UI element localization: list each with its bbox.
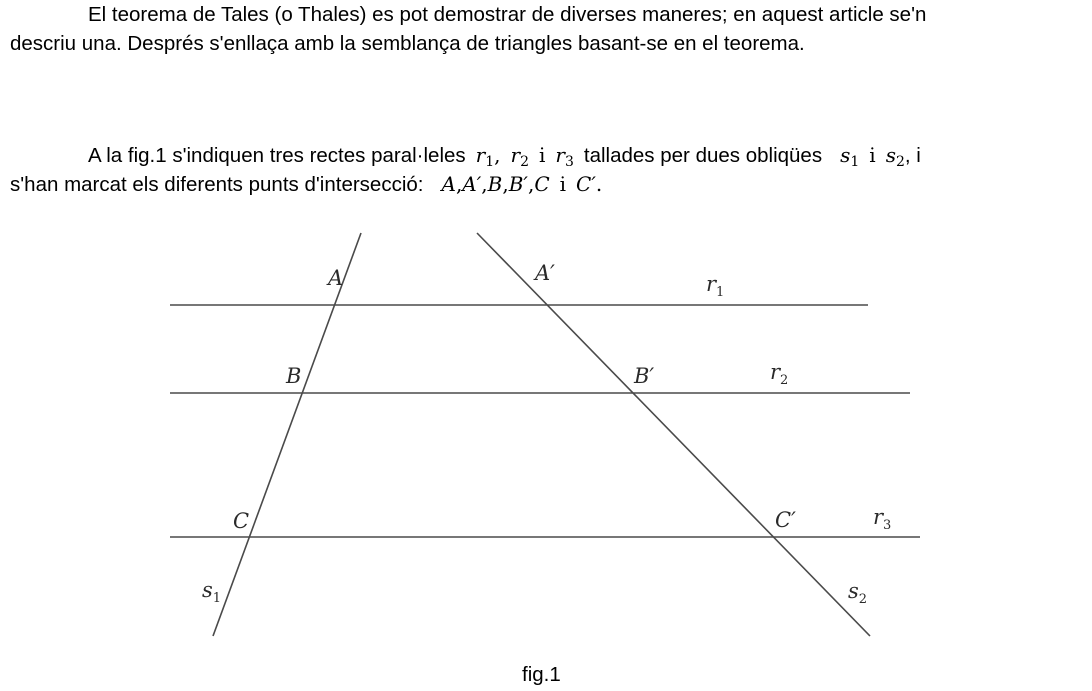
desc-line-1-mid: tallades per dues obliqües: [583, 144, 823, 167]
line-s2: [477, 233, 870, 636]
math-point-C-prime: C′: [576, 172, 596, 196]
math-point-C: C: [534, 172, 550, 196]
math-conj-i-2: i: [869, 143, 876, 167]
math-point-A: A: [441, 172, 456, 196]
math-conj-i-1: i: [539, 143, 546, 167]
label-B-prime: B′: [634, 364, 655, 388]
figure-description-paragraph: A la fig.1 s'indiquen tres rectes paral·leles $r_1$, $r_2$ i $r_3$ tallades per dues obliqües $s_1$ i $s_2$, i s'han marcat els diferents punts d'intersecció: A,A′,B,B′,C i C′.: [10, 143, 921, 196]
label-B: B: [286, 364, 302, 388]
intro-line-2: descriu una. Després s'enllaça amb la semblança de triangles basant-se en el teorema.: [10, 32, 805, 55]
math-point-B: B: [487, 172, 503, 196]
desc-line-1-end: , i: [904, 144, 921, 167]
label-C: C: [233, 509, 250, 533]
math-s2: $s_2$: [885, 143, 905, 170]
desc-line-2-start: s'han marcat els diferents punts d'intersecció:: [10, 173, 424, 196]
label-C-prime: C′: [775, 508, 796, 532]
label-r2: $r_2$: [770, 360, 789, 388]
math-s1: $s_1$: [840, 143, 860, 170]
label-s1: $s_1$: [202, 578, 222, 606]
math-point-A-prime: A′: [462, 172, 482, 196]
math-r1: $r_1$: [475, 143, 495, 170]
line-s1: [213, 233, 361, 636]
math-conj-i-3: i: [559, 172, 567, 196]
label-r3: $r_3$: [873, 505, 892, 533]
figure-caption: fig.1: [522, 663, 561, 686]
label-A: A: [328, 266, 344, 290]
math-r3: $r_3$: [555, 143, 574, 170]
math-point-B-prime: B′: [508, 172, 528, 196]
desc-line-1-start: A la fig.1 s'indiquen tres rectes paral·leles: [88, 144, 466, 167]
math-r2: $r_2$: [510, 143, 529, 170]
label-s2: $s_2$: [848, 579, 868, 607]
label-r1: $r_1$: [706, 272, 725, 300]
math-comma: ,: [494, 143, 501, 167]
intro-line-1: El teorema de Tales (o Thales) es pot demostrar de diverses maneres; en aquest article se'n: [88, 3, 927, 26]
label-A-prime: A′: [535, 261, 555, 285]
